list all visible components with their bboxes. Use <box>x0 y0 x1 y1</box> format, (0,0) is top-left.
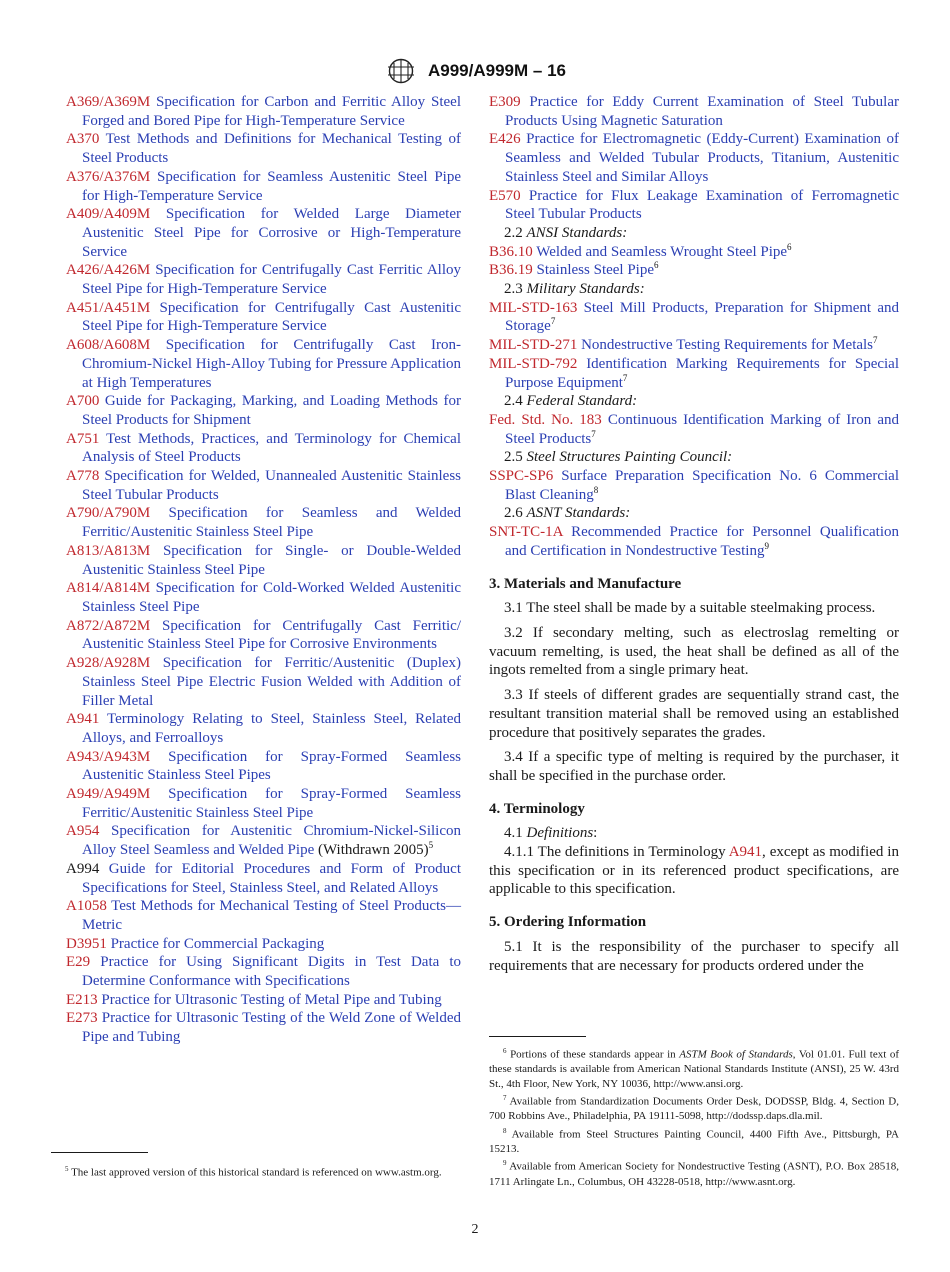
section-4-title: 4. Terminology <box>489 800 585 817</box>
reference-mil-std-271 <box>489 336 899 355</box>
reference-designation-link[interactable]: A451/A451M <box>66 299 151 316</box>
reference-designation-link[interactable]: A751 <box>66 430 100 447</box>
reference-sspc-sp6 <box>489 467 899 504</box>
reference-designation-link[interactable]: SNT-TC-1A <box>489 524 563 541</box>
reference-designation-link[interactable]: A409/A409M <box>66 206 151 223</box>
reference-a954 <box>66 822 461 859</box>
reference-b36-19 <box>489 261 899 280</box>
reference-designation-link[interactable]: Fed. Std. No. 183 <box>489 411 602 428</box>
section-2-6-heading: 2.6 ASNT Standards: <box>504 505 631 522</box>
paragraph-5-1: 5.1 It is the responsibility of the purchaser to specify all requirements that are necessary for products ordered under the <box>489 938 899 974</box>
reference-b36-10 <box>489 243 899 262</box>
reference-e273 <box>66 1009 461 1046</box>
reference-designation-link[interactable]: A608/A608M <box>66 337 151 354</box>
reference-e213 <box>66 991 461 1010</box>
reference-title-link[interactable]: Specification for Centrifugally Cast Ferritic/ Austenitic Stainless Steel Pipe for Corrosive Environments <box>82 617 461 653</box>
reference-a813-a813m <box>66 542 461 579</box>
footnote-9: $^9$ Available from American Society for Nondestructive Testing (ASNT), P.O. Box 28518, 1711 Arlingate Ln., Columbus, OH 43228-0518, http://www.asnt.org. <box>489 1159 899 1188</box>
reference-designation-link[interactable]: A814/A814M <box>66 580 151 597</box>
withdrawn-note: (Withdrawn 2005) <box>317 842 429 859</box>
reference-e29 <box>66 953 461 990</box>
reference-title-link[interactable]: Guide for Packaging, Marking, and Loading Methods for Steel Products for Shipment <box>82 393 461 428</box>
reference-title-link[interactable]: Specification for Spray-Formed Seamless Austenitic Stainless Steel Pipes <box>82 748 462 784</box>
reference-title-link[interactable]: Specification for Centrifugally Cast Ferritic Alloy Steel Pipe for High-Temperature Service <box>82 262 461 298</box>
left-column <box>66 93 461 1047</box>
section-2-3-heading: 2.3 Military Standards: <box>504 281 645 298</box>
reference-title-link[interactable]: Specification for Welded Large Diameter Austenitic Steel Pipe for Corrosive or High-Temperature Service <box>82 206 461 260</box>
right-reference-list <box>489 93 899 224</box>
reference-a376-a376m <box>66 168 461 205</box>
reference-designation-link[interactable]: B36.19 <box>489 262 533 279</box>
footnote-marker: 7 <box>550 316 556 327</box>
reference-designation-link[interactable]: E273 <box>66 1010 98 1027</box>
asnt-standards <box>489 504 899 560</box>
reference-a778 <box>66 467 461 504</box>
reference-designation-link[interactable]: A426/A426M <box>66 262 151 279</box>
reference-designation-link: A994 <box>66 860 100 877</box>
military-standards <box>489 280 899 392</box>
footnote-marker: 7 <box>622 372 628 383</box>
reference-a943-a943m <box>66 748 461 785</box>
reference-designation-link[interactable]: A778 <box>66 468 100 485</box>
reference-designation-link[interactable]: D3951 <box>66 935 107 952</box>
section-2-4-heading: 2.4 Federal Standard: <box>504 393 638 410</box>
link-a941[interactable]: A941 <box>728 844 763 861</box>
reference-title-link[interactable]: Specification for Single- or Double-Welded Austenitic Stainless Steel Pipe <box>82 542 462 578</box>
reference-title-link[interactable]: Specification for Seamless and Welded Ferritic/Austenitic Stainless Steel Pipe <box>82 505 462 541</box>
reference-title-link[interactable]: Surface Preparation Specification No. 6 Commercial Blast Cleaning <box>505 468 900 503</box>
reference-designation-link[interactable]: E309 <box>489 94 521 110</box>
paragraph-4-1-1: 4.1.1 The definitions in Terminology A941, except as modified in this specification or in its referenced product specifications, are applicable to this specification. <box>489 844 899 898</box>
reference-a941 <box>66 710 461 747</box>
reference-a700 <box>66 392 461 429</box>
reference-a928-a928m <box>66 654 461 710</box>
reference-designation-link[interactable]: B36.10 <box>489 243 533 260</box>
reference-d3951 <box>66 935 461 954</box>
footnote-divider <box>489 1036 586 1037</box>
reference-a790-a790m <box>66 504 461 541</box>
reference-designation-link[interactable]: MIL-STD-792 <box>489 355 578 372</box>
reference-a608-a608m <box>66 336 461 392</box>
ansi-standards <box>489 224 899 280</box>
reference-title-link[interactable]: Test Methods, Practices, and Terminology for Chemical Analysis of Steel Products <box>82 430 462 466</box>
footnote-marker: 7 <box>873 335 878 346</box>
reference-title-link[interactable]: Continuous Identification Marking of Iron and Steel Products <box>505 411 900 447</box>
paragraph-3-3: 3.3 If steels of different grades are sequentially strand cast, the resultant transition material shall be removed using an established procedure that positively separates the grades. <box>489 687 899 741</box>
reference-a872-a872m <box>66 617 461 654</box>
reference-designation-link[interactable]: E213 <box>66 991 98 1008</box>
reference-title-link[interactable]: Specification for Austenitic Chromium-Nickel-Silicon Alloy Steel Seamless and Welded Pipe <box>82 823 462 859</box>
reference-title-link[interactable]: Practice for Eddy Current Examination of Steel Tubular Products Using Magnetic Saturation <box>505 94 899 129</box>
reference-title-link[interactable]: Practice for Electromagnetic (Eddy-Current) Examination of Seamless and Welded Tubular Products, Titanium, Austenitic Stainless Steel and Similar Alloys <box>505 131 899 185</box>
reference-designation-link[interactable]: SSPC-SP6 <box>489 468 554 485</box>
reference-designation-link[interactable]: A943/A943M <box>66 748 151 765</box>
reference-designation-link[interactable]: E29 <box>66 954 91 971</box>
reference-e309 <box>489 93 899 130</box>
reference-e570 <box>489 187 899 224</box>
reference-a370 <box>66 130 461 167</box>
reference-a1058 <box>66 897 461 934</box>
federal-standard <box>489 392 899 448</box>
reference-designation-link[interactable]: A954 <box>66 823 100 840</box>
reference-title-link[interactable]: Identification Marking Requirements for Special Purpose Equipment <box>505 355 899 391</box>
reference-a369-a369m <box>66 93 461 130</box>
right-footnotes <box>489 1036 899 1189</box>
reference-fed-std-no-183 <box>489 411 899 448</box>
reference-designation-link[interactable]: MIL-STD-163 <box>489 299 578 316</box>
section-2-2-heading: 2.2 ANSI Standards: <box>504 224 628 241</box>
reference-a409-a409m <box>66 205 461 261</box>
reference-title-link[interactable]: Practice for Commercial Packaging <box>110 935 325 952</box>
section-2-5-heading: 2.5 Steel Structures Painting Council: <box>504 449 733 466</box>
reference-title-link[interactable]: Specification for Welded, Unannealed Austenitic Stainless Steel Tubular Products <box>82 468 462 503</box>
paragraph-3-1: 3.1 The steel shall be made by a suitable steelmaking process. <box>504 600 876 617</box>
footnote-marker: 6 <box>787 241 792 252</box>
left-reference-list <box>66 93 461 1047</box>
reference-designation-link[interactable]: A700 <box>66 393 100 410</box>
page-header <box>0 58 950 84</box>
reference-a451-a451m <box>66 299 461 336</box>
reference-mil-std-163 <box>489 299 899 336</box>
reference-title-link[interactable]: Nondestructive Testing Requirements for Metals <box>581 337 874 354</box>
reference-a994 <box>66 860 461 897</box>
footnote-marker: 8 <box>593 484 599 495</box>
reference-designation-link[interactable]: A370 <box>66 131 100 148</box>
footnote-marker: 9 <box>764 540 769 551</box>
footnote-marker: 6 <box>654 260 659 271</box>
reference-designation-link[interactable]: MIL-STD-271 <box>489 337 578 354</box>
reference-title-link[interactable]: Specification for Centrifugally Cast Iron-Chromium-Nickel High-Alloy Tubing for Pressure Application at High Temperatures <box>82 337 461 391</box>
reference-designation-link[interactable]: A369/A369M <box>66 94 151 110</box>
right-column <box>489 93 899 981</box>
reference-designation-link[interactable]: A790/A790M <box>66 505 151 522</box>
reference-a426-a426m <box>66 261 461 298</box>
footnote-divider <box>51 1152 148 1153</box>
reference-title-link[interactable]: Terminology Relating to Steel, Stainless Steel, Related Alloys, and Ferroalloys <box>82 711 461 746</box>
reference-title-link[interactable]: Guide for Editorial Procedures and Form of Product Specifications for Steel, Stainless Steel, and Related Alloys <box>82 860 461 896</box>
reference-designation-link[interactable]: A941 <box>66 711 100 728</box>
sspc-standards <box>489 448 899 504</box>
paragraph-4-1: 4.1 Definitions: <box>504 825 598 842</box>
reference-title-link[interactable]: Welded and Seamless Wrought Steel Pipe <box>536 243 788 260</box>
reference-title-link[interactable]: Practice for Flux Leakage Examination of Ferromagnetic Steel Tubular Products <box>505 187 899 223</box>
reference-title-link[interactable]: Specification for Spray-Formed Seamless Ferritic/Austenitic Stainless Steel Pipe <box>82 786 462 821</box>
page-number: 2 <box>471 1222 479 1237</box>
left-footnotes <box>51 1152 461 1180</box>
reference-title-link[interactable]: Specification for Centrifugally Cast Austenitic Steel Pipe for High-Temperature Service <box>82 299 461 335</box>
reference-title-link[interactable]: Test Methods for Mechanical Testing of Steel Products—Metric <box>82 898 461 933</box>
reference-designation-link[interactable]: A376/A376M <box>66 168 151 185</box>
reference-a949-a949m <box>66 785 461 822</box>
reference-designation-link[interactable]: A872/A872M <box>66 617 151 634</box>
footnote-5: $^5$ The last approved version of this historical standard is referenced on www.astm.org. <box>65 1165 442 1179</box>
reference-title-link[interactable]: Specification for Cold-Worked Welded Austenitic Stainless Steel Pipe <box>82 580 462 615</box>
reference-title-link[interactable]: Practice for Using Significant Digits in Test Data to Determine Conformance with Specifications <box>82 954 461 990</box>
reference-title-link[interactable]: Specification for Seamless Austenitic Steel Pipe for High-Temperature Service <box>82 168 461 204</box>
footnote-6: $^6$ Portions of these standards appear in ASTM Book of Standards, Vol 01.01. Full text of these standards is available from American National Standards Institute (ANSI), 25 W. 43rd St., 4th Floor, New York, NY 10036, http://www.ansi.org. <box>489 1047 900 1090</box>
reference-title-link[interactable]: Stainless Steel Pipe <box>536 262 655 279</box>
footnote-marker: 7 <box>591 428 596 439</box>
reference-designation-link[interactable]: A813/A813M <box>66 542 151 559</box>
reference-designation-link[interactable]: E570 <box>489 187 521 204</box>
reference-title-link[interactable]: Practice for Ultrasonic Testing of Metal Pipe and Tubing <box>101 991 442 1008</box>
document-designation: A999/A999M – 16 <box>428 61 566 80</box>
reference-designation-link[interactable]: A1058 <box>66 898 107 915</box>
reference-mil-std-792 <box>489 355 899 392</box>
reference-title-link[interactable]: Recommended Practice for Personnel Qualification and Certification in Nondestructive Testing <box>505 524 900 559</box>
astm-logo-icon <box>384 58 418 84</box>
reference-title-link[interactable]: Specification for Carbon and Ferritic Alloy Steel Forged and Bored Pipe for High-Temperature Service <box>82 94 461 129</box>
reference-a814-a814m <box>66 579 461 616</box>
footnote-7: $^7$ Available from Standardization Documents Order Desk, DODSSP, Bldg. 4, Section D, 700 Robbins Ave., Philadelphia, PA 19111-5098, http://dodssp.daps.dla.mil. <box>489 1094 899 1123</box>
reference-designation-link[interactable]: E426 <box>489 131 521 148</box>
section-5-title: 5. Ordering Information <box>489 914 647 931</box>
reference-title-link[interactable]: Practice for Ultrasonic Testing of the Weld Zone of Welded Pipe and Tubing <box>82 1010 462 1046</box>
reference-title-link[interactable]: Test Methods and Definitions for Mechanical Testing of Steel Products <box>82 131 461 167</box>
reference-a751 <box>66 430 461 467</box>
reference-e426 <box>489 130 899 186</box>
footnote-8: $^8$ Available from Steel Structures Painting Council, 4400 Fifth Ave., Pittsburgh, PA 15213. <box>489 1126 899 1155</box>
reference-designation-link[interactable]: A928/A928M <box>66 655 151 672</box>
paragraph-3-4: 3.4 If a specific type of melting is required by the purchaser, it shall be specified in the purchase order. <box>489 749 899 784</box>
footnote-marker: 5 <box>428 840 434 851</box>
reference-title-link[interactable]: Steel Mill Products, Preparation for Shipment and Storage <box>505 299 900 335</box>
section-3-title: 3. Materials and Manufacture <box>489 575 682 592</box>
reference-title-link[interactable]: Specification for Ferritic/Austenitic (Duplex) Stainless Steel Pipe Electric Fusion Welded with Addition of Filler Metal <box>82 655 462 709</box>
reference-designation-link[interactable]: A949/A949M <box>66 786 151 803</box>
paragraph-3-2: 3.2 If secondary melting, such as electroslag remelting or vacuum remelting, is used, the heat shall be defined as all of the ingots remelted from a single primary heat. <box>489 624 899 679</box>
reference-snt-tc-1a <box>489 523 899 560</box>
